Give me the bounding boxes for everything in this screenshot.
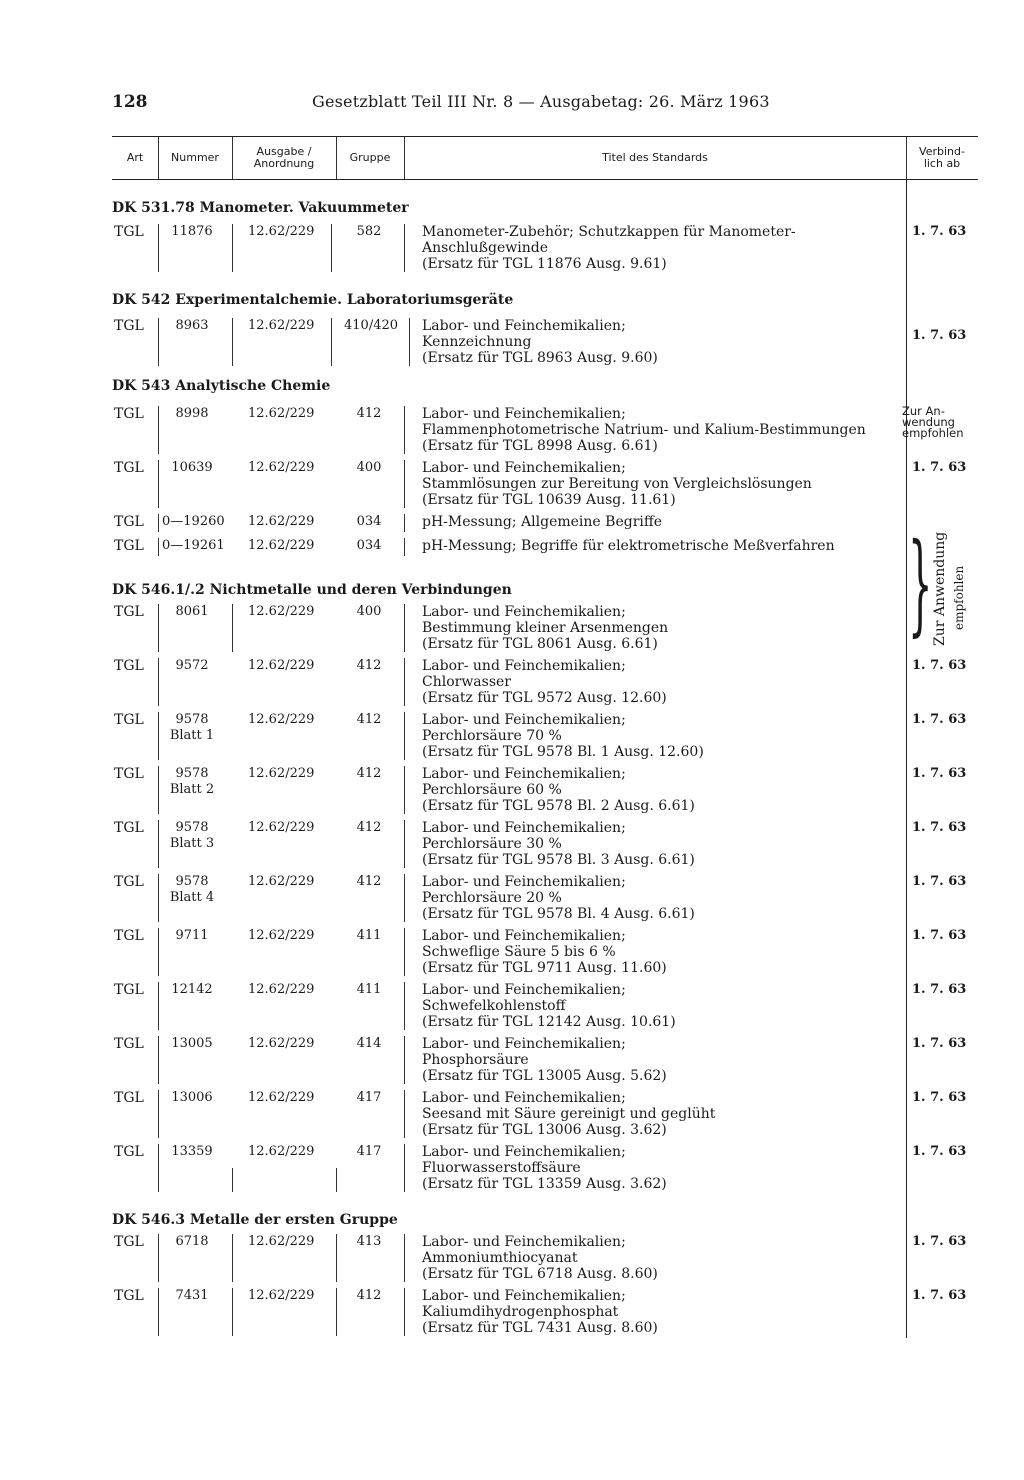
cell-divider <box>158 928 159 976</box>
cell-ausgabe: 12.62/229 <box>248 604 315 619</box>
section-heading: DK 546.1/.2 Nichtmetalle und deren Verbindungen <box>112 582 512 598</box>
cell-divider <box>158 874 159 922</box>
cell-divider <box>336 1288 337 1336</box>
cell-ausgabe: 12.62/229 <box>248 712 315 727</box>
cell-nummer: 9578 <box>175 712 209 727</box>
cell-gruppe: 411 <box>356 982 382 997</box>
cell-art: TGL <box>114 604 144 620</box>
cell-nummer: 13005 <box>171 1036 213 1051</box>
cell-art: TGL <box>114 982 144 998</box>
note-line2: wendung <box>902 415 955 429</box>
cell-nummer: 11876 <box>171 224 213 239</box>
cell-gruppe: 413 <box>356 1234 382 1249</box>
cell-divider <box>404 928 405 976</box>
cell-title-line3: (Ersatz für TGL 9578 Bl. 3 Ausg. 6.61) <box>422 852 695 868</box>
cell-title-line3: (Ersatz für TGL 9578 Bl. 4 Ausg. 6.61) <box>422 906 695 922</box>
cell-title-line1: Labor- und Feinchemikalien; <box>422 658 626 674</box>
table-row <box>112 712 978 762</box>
section-heading: DK 531.78 Manometer. Vakuummeter <box>112 200 409 216</box>
cell-title-line3: (Ersatz für TGL 12142 Ausg. 10.61) <box>422 1014 676 1030</box>
cell-divider <box>404 604 405 652</box>
table-row <box>112 1144 978 1194</box>
cell-divider <box>404 712 405 760</box>
cell-gruppe: 400 <box>356 460 382 475</box>
cell-verbindlich: 1. 7. 63 <box>912 224 967 239</box>
cell-divider <box>404 874 405 922</box>
cell-divider <box>404 1036 405 1084</box>
cell-nummer: 0—19261 <box>162 538 225 553</box>
cell-divider <box>404 766 405 814</box>
cell-gruppe: 414 <box>356 1036 382 1051</box>
table-row <box>112 766 978 816</box>
cell-title-line3: (Ersatz für TGL 9578 Bl. 2 Ausg. 6.61) <box>422 798 695 814</box>
cell-ausgabe: 12.62/229 <box>248 538 315 553</box>
table-body <box>112 178 978 1338</box>
table-row <box>112 1234 978 1284</box>
cell-nummer-blatt: Blatt 4 <box>169 890 215 905</box>
cell-divider <box>158 1036 159 1084</box>
cell-title-line2: Perchlorsäure 20 % <box>422 890 562 906</box>
cell-title-line2: Perchlorsäure 70 % <box>422 728 562 744</box>
cell-divider <box>409 318 410 366</box>
cell-title-line1: Labor- und Feinchemikalien; <box>422 1144 626 1160</box>
cell-title-line2: Perchlorsäure 30 % <box>422 836 562 852</box>
table-row <box>112 406 978 456</box>
cell-title-line1: Labor- und Feinchemikalien; <box>422 1036 626 1052</box>
cell-title-line3: (Ersatz für TGL 7431 Ausg. 8.60) <box>422 1320 658 1336</box>
table-row <box>112 224 978 274</box>
col-header-titel: Titel des Standards <box>602 151 708 164</box>
cell-title-line1: pH-Messung; Allgemeine Begriffe <box>422 514 663 530</box>
brace-note-line2: empfohlen <box>952 565 966 630</box>
cell-nummer: 0—19260 <box>162 514 225 529</box>
cell-title-line1: Labor- und Feinchemikalien; <box>422 874 626 890</box>
cell-title-line3: (Ersatz für TGL 10639 Ausg. 11.61) <box>422 492 676 508</box>
table-row <box>112 1036 978 1086</box>
cell-verbindlich: 1. 7. 63 <box>912 460 967 475</box>
cell-divider <box>404 820 405 868</box>
cell-divider <box>158 514 159 532</box>
cell-verbindlich: 1. 7. 63 <box>912 766 967 781</box>
cell-title-line2: Phosphorsäure <box>422 1052 529 1068</box>
col-header-ausgabe-line1: Ausgabe / <box>256 145 312 158</box>
cell-ausgabe: 12.62/229 <box>248 1036 315 1051</box>
cell-ausgabe: 12.62/229 <box>248 406 315 421</box>
cell-title-line3: (Ersatz für TGL 8998 Ausg. 6.61) <box>422 438 658 454</box>
cell-nummer: 8998 <box>175 406 209 421</box>
cell-gruppe: 412 <box>356 820 382 835</box>
cell-nummer: 9578 <box>175 874 209 889</box>
cell-gruppe: 412 <box>356 766 382 781</box>
cell-nummer: 9578 <box>175 766 209 781</box>
cell-ausgabe: 12.62/229 <box>248 1090 315 1105</box>
cell-divider <box>336 1234 337 1282</box>
cell-title-line3: (Ersatz für TGL 6718 Ausg. 8.60) <box>422 1266 658 1282</box>
cell-title-line2: Stammlösungen zur Bereitung von Vergleichslösungen <box>422 476 812 492</box>
cell-nummer-blatt: Blatt 2 <box>169 782 215 797</box>
cell-art: TGL <box>114 766 144 782</box>
cell-nummer: 9572 <box>175 658 209 673</box>
cell-gruppe: 410/420 <box>344 318 399 333</box>
table-row <box>112 514 978 534</box>
cell-verbindlich: 1. 7. 63 <box>912 820 967 835</box>
col-header-gruppe: Gruppe <box>349 151 391 164</box>
cell-divider <box>158 712 159 760</box>
cell-gruppe: 582 <box>356 224 382 239</box>
col-header-verbindlich <box>906 137 978 179</box>
cell-nummer: 8963 <box>175 318 209 333</box>
cell-title-line3: (Ersatz für TGL 8061 Ausg. 6.61) <box>422 636 658 652</box>
cell-divider <box>404 460 405 508</box>
cell-title-line1: Labor- und Feinchemikalien; <box>422 712 626 728</box>
cell-divider <box>331 318 332 366</box>
note-line3: empfohlen <box>902 426 964 440</box>
cell-nummer: 12142 <box>171 982 213 997</box>
cell-art: TGL <box>114 820 144 836</box>
cell-divider <box>404 514 405 532</box>
cell-art: TGL <box>114 1036 144 1052</box>
cell-title-line3: (Ersatz für TGL 13006 Ausg. 3.62) <box>422 1122 667 1138</box>
cell-art: TGL <box>114 460 144 476</box>
cell-verbindlich: 1. 7. 63 <box>912 874 967 889</box>
cell-divider <box>404 538 405 556</box>
cell-title-line2: Ammoniumthiocyanat <box>422 1250 578 1266</box>
cell-divider <box>158 318 159 366</box>
cell-divider <box>404 658 405 706</box>
cell-title-line3: (Ersatz für TGL 13005 Ausg. 5.62) <box>422 1068 667 1084</box>
cell-divider <box>336 1168 337 1192</box>
cell-gruppe: 412 <box>356 658 382 673</box>
cell-verbindlich: 1. 7. 63 <box>912 1144 967 1159</box>
table-row <box>112 982 978 1032</box>
cell-divider <box>158 1234 159 1282</box>
cell-art: TGL <box>114 1090 144 1106</box>
cell-gruppe: 400 <box>356 604 382 619</box>
cell-ausgabe: 12.62/229 <box>248 658 315 673</box>
cell-verbindlich: 1. 7. 63 <box>912 928 967 943</box>
cell-divider <box>158 1288 159 1336</box>
cell-art: TGL <box>114 874 144 890</box>
page-header <box>112 92 978 118</box>
cell-ausgabe: 12.62/229 <box>248 318 315 333</box>
cell-verbindlich: 1. 7. 63 <box>912 328 967 343</box>
cell-art: TGL <box>114 318 144 334</box>
section-heading: DK 543 Analytische Chemie <box>112 378 331 394</box>
cell-art: TGL <box>114 538 144 554</box>
cell-divider <box>158 1144 159 1192</box>
cell-title-line2: Flammenphotometrische Natrium- und Kalium-Bestimmungen <box>422 422 866 438</box>
cell-divider <box>158 460 159 508</box>
cell-ausgabe: 12.62/229 <box>248 1288 315 1303</box>
cell-gruppe: 412 <box>356 712 382 727</box>
cell-divider <box>158 406 159 454</box>
cell-divider <box>158 1090 159 1138</box>
table-row <box>112 820 978 870</box>
cell-title-line2: Kaliumdihydrogenphosphat <box>422 1304 619 1320</box>
cell-ausgabe: 12.62/229 <box>248 766 315 781</box>
cell-ausgabe: 12.62/229 <box>248 514 315 529</box>
cell-divider <box>404 224 405 272</box>
section-heading: DK 546.3 Metalle der ersten Gruppe <box>112 1212 398 1228</box>
cell-divider <box>158 658 159 706</box>
cell-verbindlich: 1. 7. 63 <box>912 712 967 727</box>
cell-verbindlich: 1. 7. 63 <box>912 1090 967 1105</box>
cell-divider <box>404 1090 405 1138</box>
col-header-nummer: Nummer <box>171 151 219 164</box>
cell-title-line2: Anschlußgewinde <box>422 240 548 256</box>
cell-title-line1: Labor- und Feinchemikalien; <box>422 1234 626 1250</box>
cell-divider <box>404 1288 405 1336</box>
cell-nummer: 9711 <box>175 928 209 943</box>
cell-ausgabe: 12.62/229 <box>248 820 315 835</box>
cell-title-line2: Chlorwasser <box>422 674 512 690</box>
cell-art: TGL <box>114 928 144 944</box>
cell-nummer: 13359 <box>171 1144 213 1159</box>
cell-title-line1: Labor- und Feinchemikalien; <box>422 766 626 782</box>
cell-title-line3: (Ersatz für TGL 9572 Ausg. 12.60) <box>422 690 667 706</box>
cell-divider <box>232 1288 233 1336</box>
table-row <box>112 604 978 654</box>
cell-nummer-blatt: Blatt 3 <box>169 836 215 851</box>
cell-title-line2: Schweflige Säure 5 bis 6 % <box>422 944 616 960</box>
cell-nummer: 6718 <box>175 1234 209 1249</box>
cell-title-line1: Labor- und Feinchemikalien; <box>422 406 626 422</box>
cell-gruppe: 417 <box>356 1144 382 1159</box>
cell-title-line1: Manometer-Zubehör; Schutzkappen für Manometer- <box>422 224 796 240</box>
brace-symbol: } <box>908 519 933 647</box>
table-row <box>112 928 978 978</box>
cell-divider <box>158 538 159 556</box>
cell-title-line3: (Ersatz für TGL 11876 Ausg. 9.61) <box>422 256 667 272</box>
cell-gruppe: 412 <box>356 874 382 889</box>
cell-title-line3: (Ersatz für TGL 13359 Ausg. 3.62) <box>422 1176 667 1192</box>
table-row <box>112 538 978 558</box>
cell-title-line2: Seesand mit Säure gereinigt und geglüht <box>422 1106 716 1122</box>
cell-nummer: 7431 <box>175 1288 209 1303</box>
cell-art: TGL <box>114 658 144 674</box>
cell-title-line2: Bestimmung kleiner Arsenmengen <box>422 620 669 636</box>
cell-divider <box>158 820 159 868</box>
page-title: Gesetzblatt Teil III Nr. 8 — Ausgabetag: 26. März 1963 <box>312 92 770 111</box>
cell-divider <box>232 1168 233 1192</box>
cell-art: TGL <box>114 224 144 240</box>
cell-ausgabe: 12.62/229 <box>248 874 315 889</box>
cell-verbindlich: 1. 7. 63 <box>912 1288 967 1303</box>
cell-art: TGL <box>114 514 144 530</box>
cell-gruppe: 412 <box>356 406 382 421</box>
cell-art: TGL <box>114 1144 144 1160</box>
cell-divider <box>331 224 332 272</box>
cell-divider <box>404 982 405 1030</box>
cell-nummer: 13006 <box>171 1090 213 1105</box>
table-row <box>112 874 978 924</box>
cell-divider <box>158 982 159 1030</box>
cell-art: TGL <box>114 1288 144 1304</box>
cell-divider <box>158 224 159 272</box>
table-row <box>112 460 978 510</box>
cell-title-line2: Fluorwasserstoffsäure <box>422 1160 581 1176</box>
cell-divider <box>404 406 405 454</box>
cell-title-line1: Labor- und Feinchemikalien; <box>422 1288 626 1304</box>
cell-title-line1: Labor- und Feinchemikalien; <box>422 1090 626 1106</box>
cell-title-line2: Perchlorsäure 60 % <box>422 782 562 798</box>
cell-title-line3: (Ersatz für TGL 9711 Ausg. 11.60) <box>422 960 667 976</box>
table-row <box>112 1090 978 1140</box>
cell-title-line2: Kennzeichnung <box>422 334 532 350</box>
cell-gruppe: 417 <box>356 1090 382 1105</box>
col-header-verbindlich-line1: Verbind- <box>919 145 965 158</box>
cell-ausgabe: 12.62/229 <box>248 224 315 239</box>
cell-ausgabe: 12.62/229 <box>248 460 315 475</box>
col-header-art: Art <box>126 151 144 164</box>
cell-verbindlich: 1. 7. 63 <box>912 658 967 673</box>
cell-divider <box>232 318 233 366</box>
cell-title-line3: (Ersatz für TGL 8963 Ausg. 9.60) <box>422 350 658 366</box>
cell-ausgabe: 12.62/229 <box>248 1234 315 1249</box>
cell-divider <box>232 604 233 652</box>
col-header-ausgabe-line2: Anordnung <box>253 157 315 170</box>
cell-art: TGL <box>114 712 144 728</box>
cell-title-line1: Labor- und Feinchemikalien; <box>422 982 626 998</box>
cell-title-line3: (Ersatz für TGL 9578 Bl. 1 Ausg. 12.60) <box>422 744 704 760</box>
cell-nummer: 10639 <box>171 460 213 475</box>
cell-gruppe: 412 <box>356 1288 382 1303</box>
cell-title-line1: Labor- und Feinchemikalien; <box>422 820 626 836</box>
cell-divider <box>158 604 159 652</box>
cell-nummer: 9578 <box>175 820 209 835</box>
cell-gruppe: 411 <box>356 928 382 943</box>
table-row <box>112 318 978 368</box>
table-row <box>112 658 978 708</box>
cell-title-line1: Labor- und Feinchemikalien; <box>422 318 626 334</box>
table-row <box>112 1288 978 1338</box>
note-line1: Zur An- <box>902 404 945 418</box>
cell-title-line1: Labor- und Feinchemikalien; <box>422 460 626 476</box>
cell-divider <box>232 224 233 272</box>
cell-verbindlich: 1. 7. 63 <box>912 982 967 997</box>
cell-title-line1: pH-Messung; Begriffe für elektrometrische Meßverfahren <box>422 538 835 554</box>
cell-verbindlich: 1. 7. 63 <box>912 1036 967 1051</box>
cell-art: TGL <box>114 406 144 422</box>
cell-gruppe: 034 <box>356 538 382 553</box>
cell-verbindlich: 1. 7. 63 <box>912 1234 967 1249</box>
section-heading: DK 542 Experimentalchemie. Laboratoriumsgeräte <box>112 292 514 308</box>
cell-gruppe: 034 <box>356 514 382 529</box>
cell-title-line1: Labor- und Feinchemikalien; <box>422 604 626 620</box>
brace-note-line1: Zur Anwendung <box>932 531 948 646</box>
cell-divider <box>232 1234 233 1282</box>
col-header-verbindlich-line2: lich ab <box>923 157 961 170</box>
cell-nummer-blatt: Blatt 1 <box>169 728 215 743</box>
page-number: 128 <box>112 92 148 112</box>
cell-ausgabe: 12.62/229 <box>248 928 315 943</box>
cell-art: TGL <box>114 1234 144 1250</box>
cell-ausgabe: 12.62/229 <box>248 982 315 997</box>
col-header-ausgabe <box>232 137 336 179</box>
cell-divider <box>404 1234 405 1282</box>
cell-divider <box>158 766 159 814</box>
cell-ausgabe: 12.62/229 <box>248 1144 315 1159</box>
cell-title-line1: Labor- und Feinchemikalien; <box>422 928 626 944</box>
cell-divider <box>404 1144 405 1192</box>
cell-title-line2: Schwefelkohlenstoff <box>422 998 566 1014</box>
table-header <box>112 136 978 180</box>
cell-nummer: 8061 <box>175 604 209 619</box>
